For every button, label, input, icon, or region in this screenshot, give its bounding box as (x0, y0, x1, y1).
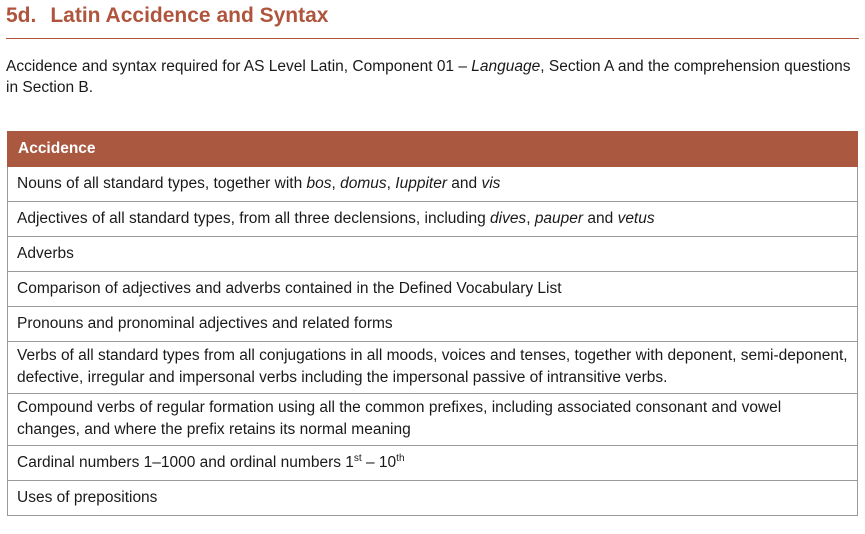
row-verbs: Verbs of all standard types from all conjugations in all moods, voices and tenses, together with deponent, semi-deponent, defective, irregular and impersonal verbs including the impersonal passive of intransitive verbs. (8, 342, 858, 394)
table-row (8, 307, 858, 342)
row-compound-verbs: Compound verbs of regular formation using all the common prefixes, including associated consonant and vowel changes, and where the prefix retains its normal meaning (8, 394, 858, 446)
table-row (8, 446, 858, 481)
table-header: Accidence (8, 132, 858, 167)
heading-divider (6, 38, 859, 39)
section-title: Latin Accidence and Syntax (50, 4, 329, 27)
accidence-table (7, 131, 858, 516)
table-row (8, 272, 858, 307)
row-adjectives: Adjectives of all standard types, from all three declensions, including dives, pauper and vetus (8, 202, 858, 237)
row-comparison: Comparison of adjectives and adverbs contained in the Defined Vocabulary List (8, 272, 858, 307)
table-row (8, 237, 858, 272)
row-nouns: Nouns of all standard types, together with bos, domus, Iuppiter and vis (8, 167, 858, 202)
row-prepositions: Uses of prepositions (8, 481, 858, 516)
intro-paragraph: Accidence and syntax required for AS Level Latin, Component 01 – Language, Section A and the comprehension questions in Section B. (6, 58, 851, 96)
row-adverbs: Adverbs (8, 237, 858, 272)
table-row (8, 202, 858, 237)
section-heading (6, 4, 328, 28)
row-numbers: Cardinal numbers 1–1000 and ordinal numbers 1st – 10th (8, 446, 858, 481)
table-row (8, 481, 858, 516)
table-row (8, 394, 858, 446)
table-row (8, 167, 858, 202)
row-pronouns: Pronouns and pronominal adjectives and related forms (8, 307, 858, 342)
section-number: 5d. (6, 4, 37, 27)
table-row (8, 342, 858, 394)
